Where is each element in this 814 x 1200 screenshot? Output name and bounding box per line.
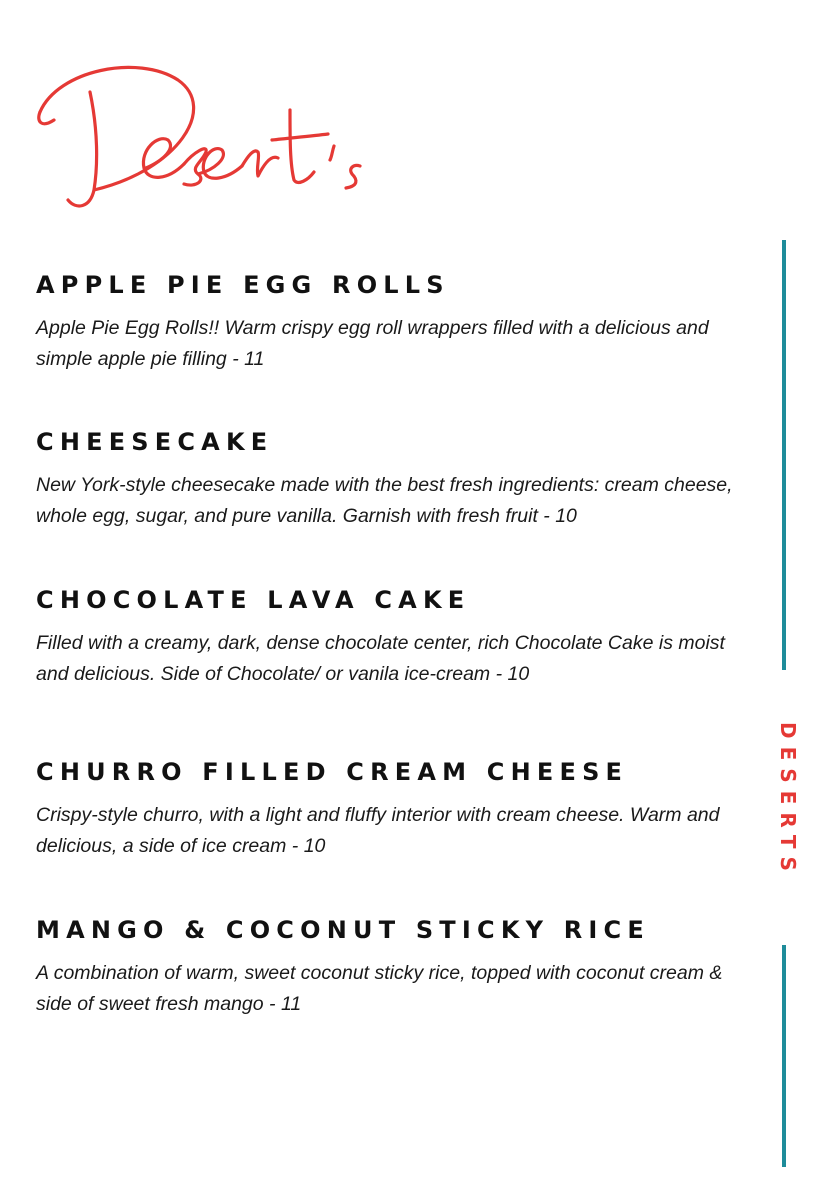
item-description: A combination of warm, sweet coconut sticky rice, topped with coconut cream & side of sweet fresh mango - 11	[36, 962, 723, 1015]
item-name: CHEESECAKE	[36, 428, 274, 456]
section-side-label: DESERTS	[776, 722, 800, 879]
item-description: Filled with a creamy, dark, dense chocolate center, rich Chocolate Cake is moist and delicious. Side of Chocolate/ or vanila ice-cream - 10	[36, 632, 725, 685]
item-description: Apple Pie Egg Rolls!! Warm crispy egg roll wrappers filled with a delicious and simple apple pie filling - 11	[36, 317, 709, 370]
item-description: Crispy-style churro, with a light and fluffy interior with cream cheese. Warm and delicious, a side of ice cream - 10	[36, 804, 720, 857]
menu-item-churro-filled-cream-cheese	[36, 758, 756, 862]
vertical-accent-rule-top	[782, 240, 786, 670]
item-name: CHURRO FILLED CREAM CHEESE	[36, 758, 629, 786]
menu-item-mango-coconut-sticky-rice	[36, 916, 756, 1020]
menu-item-apple-pie-egg-rolls	[36, 271, 756, 375]
menu-item-chocolate-lava-cake	[36, 586, 756, 690]
desserts-script-title	[28, 40, 388, 220]
item-name: APPLE PIE EGG ROLLS	[36, 271, 450, 299]
menu-item-cheesecake	[36, 428, 756, 532]
item-description: New York-style cheesecake made with the best fresh ingredients: cream cheese, whole egg, sugar, and pure vanilla. Garnish with fresh fruit - 10	[36, 474, 733, 527]
vertical-accent-rule-bottom	[782, 945, 786, 1167]
item-name: MANGO & COCONUT STICKY RICE	[36, 916, 650, 944]
item-name: CHOCOLATE LAVA CAKE	[36, 586, 471, 614]
